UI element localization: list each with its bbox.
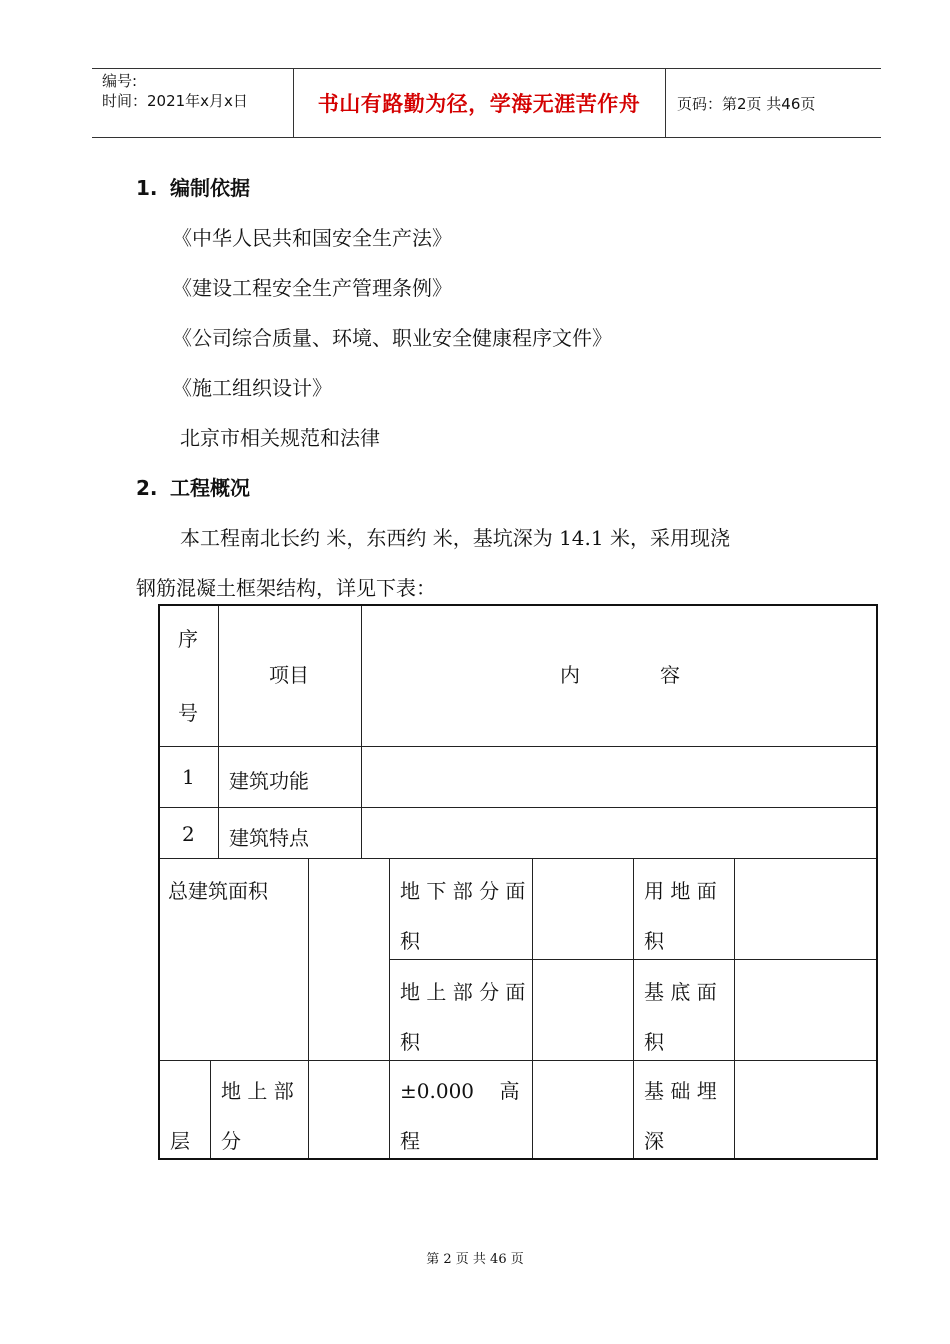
row-item: 建筑特点 bbox=[229, 826, 309, 850]
table-row bbox=[160, 746, 218, 807]
label-text: 层 bbox=[170, 1129, 190, 1153]
header-seq-text: 序 bbox=[178, 627, 198, 651]
total-area-label bbox=[160, 858, 308, 1060]
above-part-label bbox=[210, 1060, 308, 1160]
above-area-label bbox=[389, 959, 532, 1060]
section-number: 1. bbox=[136, 176, 158, 200]
header-seq-text: 号 bbox=[178, 701, 198, 725]
section-title: 编制依据 bbox=[170, 176, 250, 200]
table-row-content bbox=[361, 807, 878, 858]
header-meta bbox=[102, 71, 248, 111]
label-text: 积 bbox=[644, 1030, 664, 1054]
table-row-content bbox=[361, 746, 878, 807]
table-row bbox=[218, 807, 361, 858]
doc-code-label: 编号: bbox=[102, 72, 138, 90]
header-divider bbox=[665, 69, 666, 137]
land-area-label bbox=[633, 858, 734, 959]
above-part-value bbox=[308, 1060, 389, 1160]
label-text: 地 下 部 分 面 bbox=[400, 879, 526, 903]
basis-item: 《施工组织设计》 bbox=[172, 376, 332, 400]
header-motto: 书山有路勤为径，学海无涯苦作舟 bbox=[317, 92, 641, 116]
header-content-text: 内 bbox=[560, 663, 580, 687]
base-area-value bbox=[734, 959, 878, 1060]
overview-paragraph: 钢筋混凝土框架结构，详见下表： bbox=[136, 576, 436, 600]
basis-item: 《建设工程安全生产管理条例》 bbox=[172, 276, 452, 300]
label-text: 程 bbox=[400, 1129, 420, 1153]
elevation-value bbox=[532, 1060, 633, 1160]
label-text: 深 bbox=[644, 1129, 664, 1153]
table-row bbox=[218, 746, 361, 807]
above-area-value bbox=[532, 959, 633, 1060]
elevation-label bbox=[389, 1060, 532, 1160]
section-heading-overview bbox=[136, 472, 250, 501]
header-item-text: 项目 bbox=[269, 663, 309, 687]
row-seq: 2 bbox=[182, 822, 195, 846]
floor-label bbox=[160, 1060, 210, 1160]
row-seq: 1 bbox=[182, 765, 195, 789]
label-text: 积 bbox=[400, 1030, 420, 1054]
label-text: 积 bbox=[644, 929, 664, 953]
table-header-item bbox=[218, 605, 361, 746]
label-text: 地 上 部 分 面 bbox=[400, 980, 526, 1004]
header-content-text: 容 bbox=[660, 663, 680, 687]
label-text: 地 上 部 bbox=[221, 1079, 294, 1103]
page-header bbox=[92, 68, 881, 138]
section-title: 工程概况 bbox=[170, 476, 250, 500]
label-text: 分 bbox=[221, 1129, 241, 1153]
basis-item: 《公司综合质量、环境、职业安全健康程序文件》 bbox=[172, 326, 612, 350]
doc-time-label: 时间：2021年x月x日 bbox=[102, 92, 248, 110]
overview-paragraph: 本工程南北长约 米，东西约 米，基坑深为 14.1 米，采用现浇 bbox=[180, 526, 730, 550]
header-page-label: 页码：第2页 共46页 bbox=[677, 95, 816, 113]
underground-area-label bbox=[389, 858, 532, 959]
basis-item: 北京市相关规范和法律 bbox=[180, 426, 380, 450]
row-item: 建筑功能 bbox=[229, 769, 309, 793]
section-number: 2. bbox=[136, 476, 158, 500]
page-footer: 第 2 页 共 46 页 bbox=[426, 1252, 524, 1267]
label-text: ±0.000 高 bbox=[400, 1079, 520, 1103]
foundation-depth-label bbox=[633, 1060, 734, 1160]
table-header-content bbox=[361, 605, 878, 746]
land-area-value bbox=[734, 858, 878, 959]
total-area-value bbox=[308, 858, 389, 1060]
project-table-lower bbox=[160, 858, 878, 1160]
label-text: 用 地 面 bbox=[644, 879, 717, 903]
label-text: 积 bbox=[400, 929, 420, 953]
label-text: 基 础 埋 bbox=[644, 1079, 717, 1103]
underground-area-value bbox=[532, 858, 633, 959]
table-row bbox=[160, 807, 218, 858]
total-area-text: 总建筑面积 bbox=[168, 879, 268, 903]
basis-item: 《中华人民共和国安全生产法》 bbox=[172, 226, 452, 250]
section-heading-basis bbox=[136, 172, 250, 201]
table-header-seq bbox=[160, 605, 218, 746]
project-table-upper bbox=[160, 605, 878, 858]
foundation-depth-value bbox=[734, 1060, 878, 1160]
base-area-label bbox=[633, 959, 734, 1060]
label-text: 基 底 面 bbox=[644, 980, 717, 1004]
